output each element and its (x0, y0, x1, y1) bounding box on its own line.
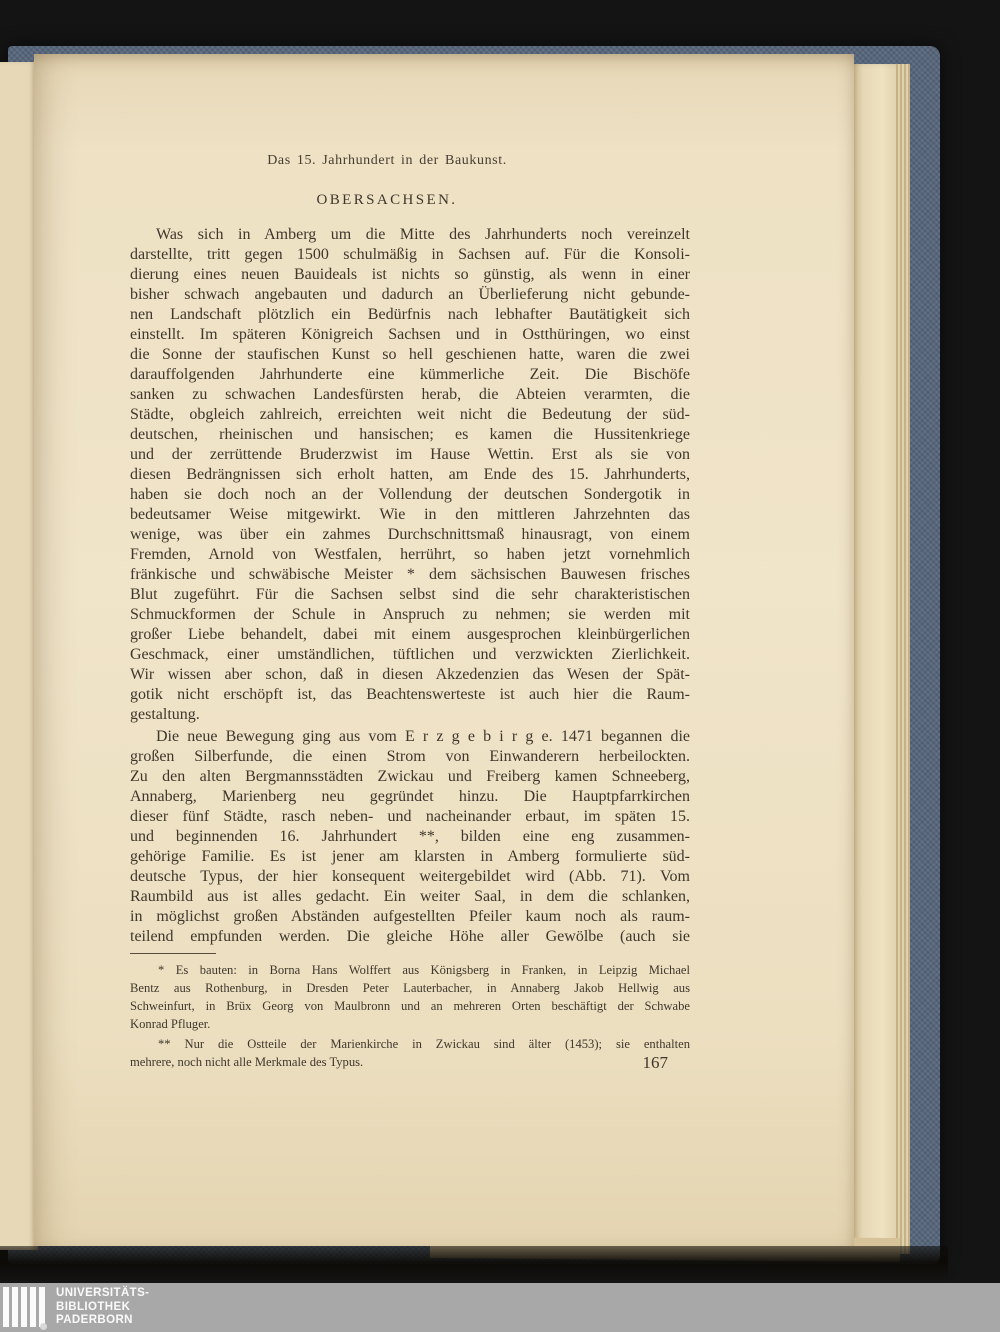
logo-bar (30, 1287, 36, 1327)
left-page-edge (0, 62, 38, 1250)
ub-paderborn-bars-icon (3, 1287, 51, 1329)
text-line: teilend empfunden werden. Die gleiche Höhe aller Gewölbe (auch sie (130, 928, 690, 945)
text-line: Schweinfurt, in Brüx Georg von Maulbronn und an mehreren Orten beschäftigt der Schwabe (130, 999, 690, 1013)
text-line: mehrere, noch nicht alle Merkmale des Typus. (130, 1055, 364, 1069)
logo-bar (12, 1287, 18, 1327)
footnote (130, 961, 690, 1033)
library-name (56, 1287, 149, 1328)
footnote-rule (130, 953, 216, 954)
text-line: wenige, was über ein zahmes Durchschnittsmaß hinausragt, von einem (130, 526, 690, 543)
text-line: Bentz aus Rothenburg, in Dresden Peter Lauterbacher, in Annaberg Jakob Hellwig aus (130, 981, 690, 995)
text-line: sanken zu schwachen Landesfürsten herab, die Abteien verarmten, die (130, 386, 690, 403)
text-line: und beginnenden 16. Jahrhundert **, bilden eine eng zusammen- (130, 828, 690, 845)
text-line: haben sie doch noch an der Vollendung der deutschen Sondergotik in (130, 486, 690, 503)
text-line: Zu den alten Bergmannsstädten Zwickau und Freiberg kamen Schneeberg, (130, 768, 690, 785)
text-line: Raumbild aus ist alles gedacht. Ein weiter Saal, in dem die schlanken, (130, 888, 690, 905)
paragraphs-container (130, 225, 690, 947)
text-line: Die neue Bewegung ging aus vom E r z g e b i r g e. 1471 begannen die (156, 728, 690, 745)
text-line: gehörige Familie. Es ist jener am klarsten in Amberg formulierte süd- (130, 848, 690, 865)
text-line: Fremden, Arnold von Westfalen, herrührt, so haben jetzt vornehmlich (130, 546, 690, 563)
book-bottom-shadow (0, 1246, 948, 1282)
text-line: nen Landschaft plötzlich ein Bedürfnis nach lebhafter Bautätigkeit sich (130, 306, 690, 323)
text-line: großer Liebe behandelt, dabei mit einem ausgesprochen kleinbürgerlichen (130, 626, 690, 643)
text-line: darauffolgenden Jahrhunderte eine kümmerliche Zeit. Die Bischöfe (130, 366, 690, 383)
text-line: * Es bauten: in Borna Hans Wolffert aus Königsberg in Franken, in Leipzig Michael (158, 963, 690, 977)
library-banner (0, 1283, 1000, 1332)
text-line: ** Nur die Ostteile der Marienkirche in Zwickau sind älter (1453); sie enthalten (158, 1037, 690, 1051)
text-line: Blut zugeführt. Für die Sachsen selbst sind die sehr charakteristischen (130, 586, 690, 603)
text-line: Wir wissen aber schon, daß in diesen Akzedenzien das Wesen der Spät- (130, 666, 690, 683)
logo-bar (39, 1287, 45, 1327)
text-line: Schmuckformen der Schule in Anspruch zu nehmen; sie werden mit (130, 606, 690, 623)
text-line: darstellte, tritt gegen 1500 schulmäßig in Sachsen auf. Für die Konsoli- (130, 246, 690, 263)
text-line: Annaberg, Marienberg neu gegründet hinzu. Die Hauptpfarrkirchen (130, 788, 690, 805)
text-line: fränkische und schwäbische Meister * dem sächsischen Bauwesen frisches (130, 566, 690, 583)
text-line: Konrad Pfluger. (130, 1017, 211, 1031)
text-line: die Sonne der staufischen Kunst so hell geschienen hatte, waren die zwei (130, 346, 690, 363)
text-line: Geschmack, einer umständlichen, tüftlichen und verzwickten Zierlichkeit. (130, 646, 690, 663)
logo-dot-icon (40, 1323, 47, 1330)
next-page-edge (850, 64, 896, 1252)
text-line: deutsche Typus, der hier konsequent weitergebildet wird (Abb. 71). Vom (130, 868, 690, 885)
text-line: in möglichst großen Abständen aufgestellten Pfeiler kaum noch als raum- (130, 908, 690, 925)
text-line: gotik nicht erschöpft ist, das Beachtenswerteste ist auch hier die Raum- (130, 686, 690, 703)
library-name-line: PADERBORN (56, 1314, 133, 1326)
logo-bar (21, 1287, 27, 1327)
section-title: OBERSACHSEN. (316, 192, 458, 208)
text-line: gestaltung. (130, 706, 200, 723)
text-line: bisher schwach angebauten und dadurch an Überlieferung nicht gebunde- (130, 286, 690, 303)
library-name-line: BIBLIOTHEK (56, 1300, 131, 1313)
book-page (34, 54, 854, 1246)
text-line: bedeutsamer Weise mitgewirkt. Wie in den mittleren Jahrzehnten das (130, 506, 690, 523)
text-line: großen Silberfunde, die einen Strom von Einwanderern herbeilockten. (130, 748, 690, 765)
text-line: dierung eines neuen Bauideals ist nichts so günstig, als wenn in einer (130, 266, 690, 283)
text-line: einstellt. Im späteren Königreich Sachsen und in Ostthüringen, wo einst (130, 326, 690, 343)
text-line: dieser fünf Städte, rasch neben- und nacheinander erbaut, im späten 15. (130, 808, 690, 825)
page-stack-edge (894, 64, 910, 1254)
text-line: diesen Bedrängnissen sich erholt hatten, am Ende des 15. Jahrhunderts, (130, 466, 690, 483)
paragraph (130, 225, 690, 725)
text-line: Städte, obgleich zahlreich, erreichten weit nicht die Bedeutung der süd- (130, 406, 690, 423)
page-body (130, 225, 690, 1073)
page-number: 167 (642, 1053, 668, 1072)
text-line: Was sich in Amberg um die Mitte des Jahrhunderts noch vereinzelt (156, 226, 690, 243)
paragraph (130, 727, 690, 947)
text-line: deutschen, rheinischen und hansischen; es kamen die Hussitenkriege (130, 426, 690, 443)
logo-bar (3, 1287, 9, 1327)
library-name-line: UNIVERSITÄTS- (56, 1287, 150, 1299)
running-header: Das 15. Jahrhundert in der Baukunst. (267, 153, 507, 168)
text-line: und der zerrüttende Bruderzwist im Hause Wettin. Erst als sie von (130, 446, 690, 463)
